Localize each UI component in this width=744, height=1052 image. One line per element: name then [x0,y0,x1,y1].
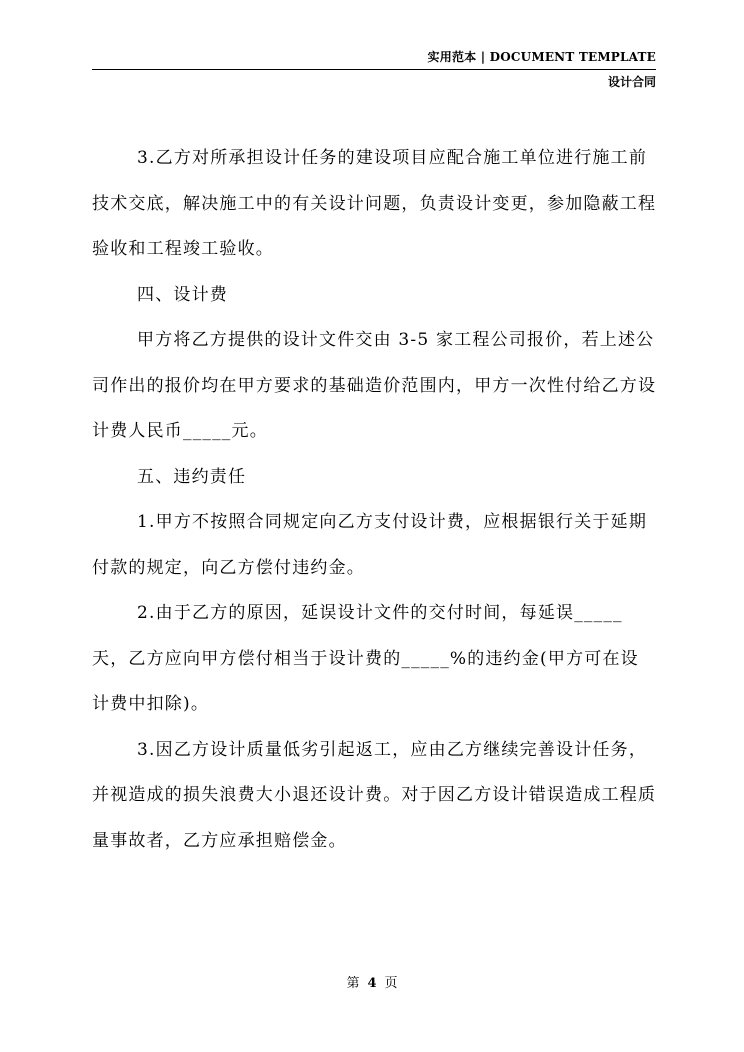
header-document-title: 设计合同 [607,75,656,89]
footer-prefix: 第 [346,976,360,991]
page-footer [0,975,744,993]
page-number: 4 [367,976,377,991]
document-body [92,136,657,864]
clause-paragraph: 甲方将乙方提供的设计文件交由 3-5 家工程公司报价，若上述公司作出的报价均在甲方要求的基础造价范围内，甲方一次性付给乙方设计费人民币_____元。 [92,330,657,441]
page-header [92,48,656,91]
clause-paragraph: 3.乙方对所承担设计任务的建设项目应配合施工单位进行施工前技术交底，解决施工中的有关设计问题，负责设计变更，参加隐蔽工程验收和工程竣工验收。 [92,148,657,259]
section-heading-liability: 五、违约责任 [137,466,247,487]
section-heading-design-fee: 四、设计费 [137,284,228,305]
clause-paragraph: 1.甲方不按照合同规定向乙方支付设计费，应根据银行关于延期付款的规定，向乙方偿付违约金。 [92,512,648,578]
clause-paragraph: 2.由于乙方的原因，延误设计文件的交付时间，每延误_____天，乙方应向甲方偿付相当于设计费的_____%的违约金(甲方可在设计费中扣除)。 [92,603,639,714]
footer-suffix: 页 [384,976,398,991]
clause-paragraph: 3.因乙方设计质量低劣引起返工，应由乙方继续完善设计任务，并视造成的损失浪费大小退还设计费。对于因乙方设计错误造成工程质量事故者，乙方应承担赔偿金。 [92,739,657,851]
header-divider [92,69,656,70]
header-template-label: 实用范本 | DOCUMENT TEMPLATE [427,50,656,64]
